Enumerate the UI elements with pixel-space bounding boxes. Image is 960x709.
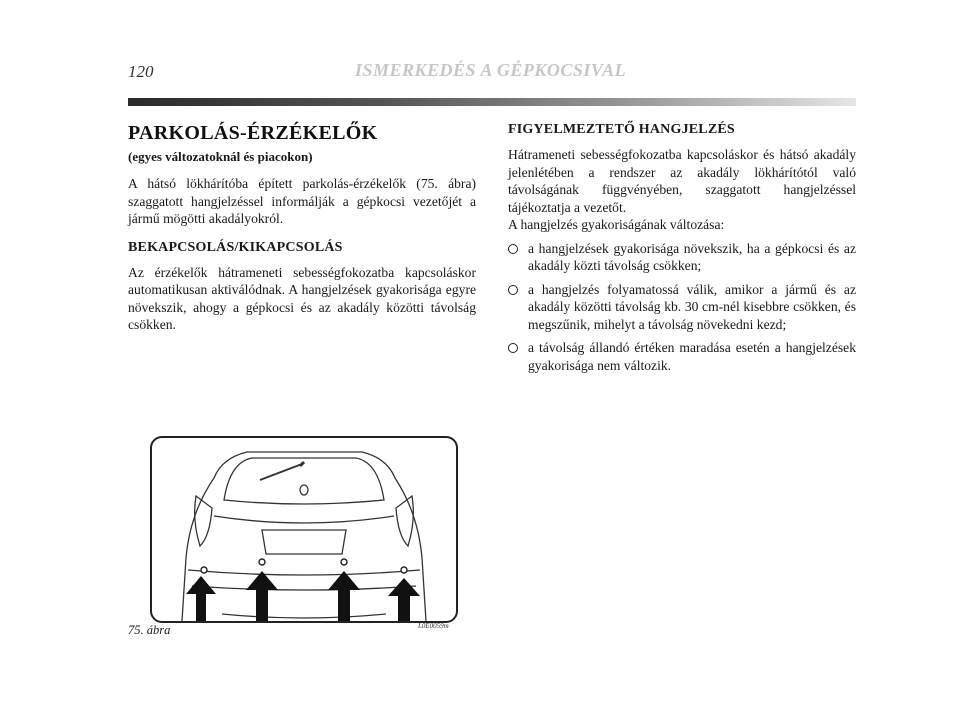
car-rear-illustration	[152, 438, 456, 621]
warning-paragraph: Hátrameneti sebességfokozatba kapcsoláskor és hátsó akadály jelenlétében a rendszer az akadály lökhárítótól való távolságának függvényében, szaggatott hangjelzéssel tájékoztatja a vezetőt.	[508, 147, 856, 215]
list-item	[508, 240, 856, 275]
page-number: 120	[128, 62, 154, 81]
bullet-circle-icon	[508, 244, 518, 254]
figure-caption: 75. ábra	[128, 623, 171, 637]
section-title: PARKOLÁS-ÉRZÉKELŐK	[128, 122, 378, 144]
list-item-text: a távolság állandó értéken maradása esetén a hangjelzések gyakorisága nem változik.	[528, 340, 856, 373]
list-intro: A hangjelzés gyakoriságának változása:	[508, 217, 725, 232]
intro-paragraph: A hátsó lökhárítóba épített parkolás-érzékelők (75. ábra) szaggatott hangjelzéssel informálják a gépkocsi vezetőjét a jármű mögötti akadályokról.	[128, 176, 476, 226]
list-item-text: a hangjelzés folyamatossá válik, amikor a jármű és az akadály közötti távolság kb. 30 cm-nél kisebbre csökken, és megszűnik, mihelyt a távolság növekedni kezd;	[528, 281, 856, 332]
bullet-list	[508, 240, 856, 375]
onoff-heading: BEKAPCSOLÁS/KIKAPCSOLÁS	[128, 239, 343, 255]
warning-heading: FIGYELMEZTETŐ HANGJELZÉS	[508, 122, 735, 137]
left-column	[128, 122, 476, 346]
section-subtitle: (egyes változatoknál és piacokon)	[128, 149, 313, 164]
bullet-circle-icon	[508, 285, 518, 295]
running-title: ISMERKEDÉS A GÉPKOCSIVAL	[355, 60, 627, 80]
onoff-paragraph: Az érzékelők hátrameneti sebességfokozatba kapcsoláskor automatikusan aktiválódnak. A hangjelzések gyakorisága egyre növekszik, ahogy a gépkocsi és az akadály közötti távolság csökken.	[128, 264, 476, 332]
right-column	[508, 122, 856, 380]
header-rule	[128, 98, 856, 106]
bullet-circle-icon	[508, 343, 518, 353]
list-item-text: a hangjelzések gyakorisága növekszik, ha a gépkocsi és az akadály közti távolság csökken;	[528, 240, 856, 273]
figure-code: L0E0059m	[418, 622, 449, 630]
list-item	[508, 281, 856, 334]
figure-frame	[150, 436, 458, 623]
list-item	[508, 339, 856, 374]
